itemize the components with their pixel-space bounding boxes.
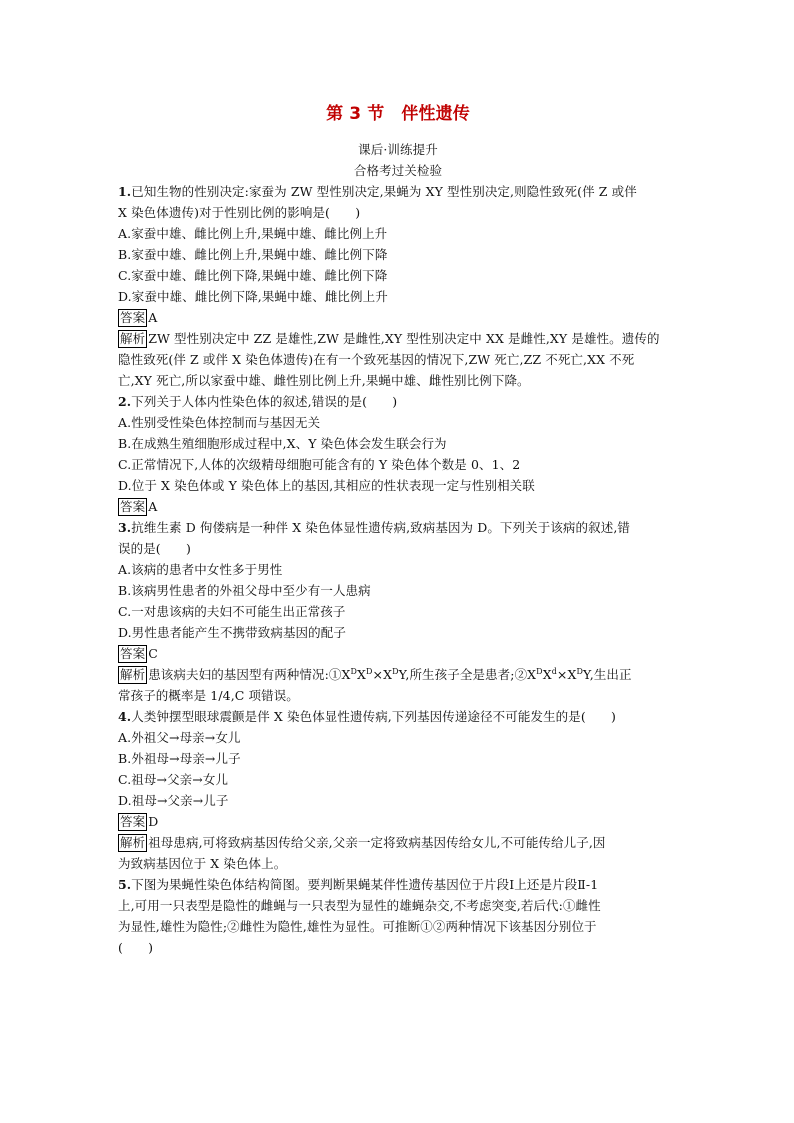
option-d: D.位于 X 染色体或 Y 染色体上的基因,其相应的性状表现一定与性别相关联 (118, 478, 535, 493)
answer-tag: 答案 (120, 499, 146, 514)
question-list (118, 181, 678, 958)
option-d: D.祖母→父亲→儿子 (118, 793, 229, 808)
question-stem-line: 2.下列关于人体内性染色体的叙述,错误的是( ) (118, 394, 398, 409)
option-a: A.性别受性染色体控制而与基因无关 (118, 415, 321, 430)
answer-value: A (148, 499, 158, 514)
analysis-line: 常孩子的概率是 1/4,C 项错误。 (118, 688, 299, 703)
analysis-line: 解析 患该病夫妇的基因型有两种情况$:①X^DX^D\times X^DY$,所生孩子全是患者$;②X^DX^d\times X^DY$,生出正 (120, 666, 632, 682)
answer-line (118, 496, 678, 517)
question-2 (118, 391, 678, 517)
option-b: B.该病男性患者的外祖父母中至少有一人患病 (118, 583, 371, 598)
question-4 (118, 706, 678, 874)
option-d: D.男性患者能产生不携带致病基因的配子 (118, 625, 346, 640)
analysis-tag: 解析 (120, 667, 146, 682)
option-a: A.该病的患者中女性多于男性 (118, 562, 283, 577)
question-5 (118, 874, 678, 958)
option-a: A.外祖父→母亲→女儿 (118, 730, 241, 745)
question-stem-line: 误的是( ) (118, 541, 191, 556)
question-3 (118, 517, 678, 706)
analysis-line: 解析 ZW 型性别决定中 ZZ 是雄性,ZW 是雌性,XY 型性别决定中 XX 是雌性,XY 是雄性。遗传的 (120, 331, 660, 346)
question-stem-line: X 染色体遗传)对于性别比例的影响是( ) (118, 205, 361, 220)
question-stem-line: 上,可用一只表型是隐性的雌蝇与一只表型为显性的雄蝇杂交,不考虑突变,若后代:①雌性 (118, 898, 601, 913)
answer-line (118, 307, 678, 328)
answer-value: A (148, 310, 158, 325)
question-stem-line: ( ) (118, 940, 154, 955)
option-b: B.在成熟生殖细胞形成过程中,X、Y 染色体会发生联会行为 (118, 436, 447, 451)
subtitle-qualification: 合格考过关检验 (353, 163, 443, 178)
analysis-line: 亡,XY 死亡,所以家蚕中雄、雌性别比例上升,果蝇中雄、雌性别比例下降。 (118, 373, 530, 388)
analysis-tag: 解析 (120, 835, 146, 850)
question-stem-line: 1.已知生物的性别决定:家蚕为 ZW 型性别决定,果蝇为 XY 型性别决定,则隐性致死(伴 Z 或伴 (118, 184, 637, 199)
question-number: 2. (118, 394, 132, 409)
question-number: 3. (118, 520, 132, 535)
answer-tag: 答案 (120, 310, 146, 325)
question-stem-line: 3.抗维生素 D 佝偻病是一种伴 X 染色体显性遗传病,致病基因为 D。下列关于该病的叙述,错 (118, 520, 631, 535)
answer-line (118, 811, 678, 832)
option-c: C.一对患该病的夫妇不可能生出正常孩子 (118, 604, 346, 619)
analysis-tag: 解析 (120, 331, 146, 346)
answer-line (118, 643, 678, 664)
answer-tag: 答案 (120, 814, 146, 829)
question-number: 5. (118, 877, 132, 892)
question-stem-line: 4.人类钟摆型眼球震颤是伴 X 染色体显性遗传病,下列基因传递途径不可能发生的是( ) (118, 709, 617, 724)
question-stem-line: 为显性,雄性为隐性;②雌性为隐性,雄性为显性。可推断①②两种情况下该基因分别位于 (118, 919, 597, 934)
analysis-line: 隐性致死(伴 Z 或伴 X 染色体遗传)在有一个致死基因的情况下,ZW 死亡,ZZ 不死亡,XX 不死 (118, 352, 635, 367)
option-c: C.家蚕中雄、雌比例下降,果蝇中雄、雌比例下降 (118, 268, 388, 283)
question-number: 1. (118, 184, 132, 199)
option-b: B.外祖母→母亲→儿子 (118, 751, 241, 766)
option-d: D.家蚕中雄、雌比例下降,果蝇中雄、雌比例上升 (118, 289, 388, 304)
answer-value: D (148, 814, 159, 829)
option-c: C.祖母→父亲→女儿 (118, 772, 229, 787)
analysis-line: 为致病基因位于 X 染色体上。 (118, 856, 287, 871)
section-title: 第 3 节 伴性遗传 (326, 104, 470, 124)
option-b: B.家蚕中雄、雌比例上升,果蝇中雄、雌比例下降 (118, 247, 388, 262)
option-c: C.正常情况下,人体的次级精母细胞可能含有的 Y 染色体个数是 0、1、2 (118, 457, 521, 472)
analysis-line: 解析 祖母患病,可将致病基因传给父亲,父亲一定将致病基因传给女儿,不可能传给儿子,因 (120, 835, 606, 850)
option-a: A.家蚕中雄、雌比例上升,果蝇中雄、雌比例上升 (118, 226, 388, 241)
question-number: 4. (118, 709, 132, 724)
question-1 (118, 181, 678, 391)
subtitle-after-class: 课后·训练提升 (358, 142, 438, 157)
answer-tag: 答案 (120, 646, 146, 661)
answer-value: C (148, 646, 158, 661)
question-stem-line: 5.下图为果蝇性染色体结构简图。要判断果蝇某伴性遗传基因位于片段Ⅰ上还是片段Ⅱ-1 (118, 877, 599, 892)
